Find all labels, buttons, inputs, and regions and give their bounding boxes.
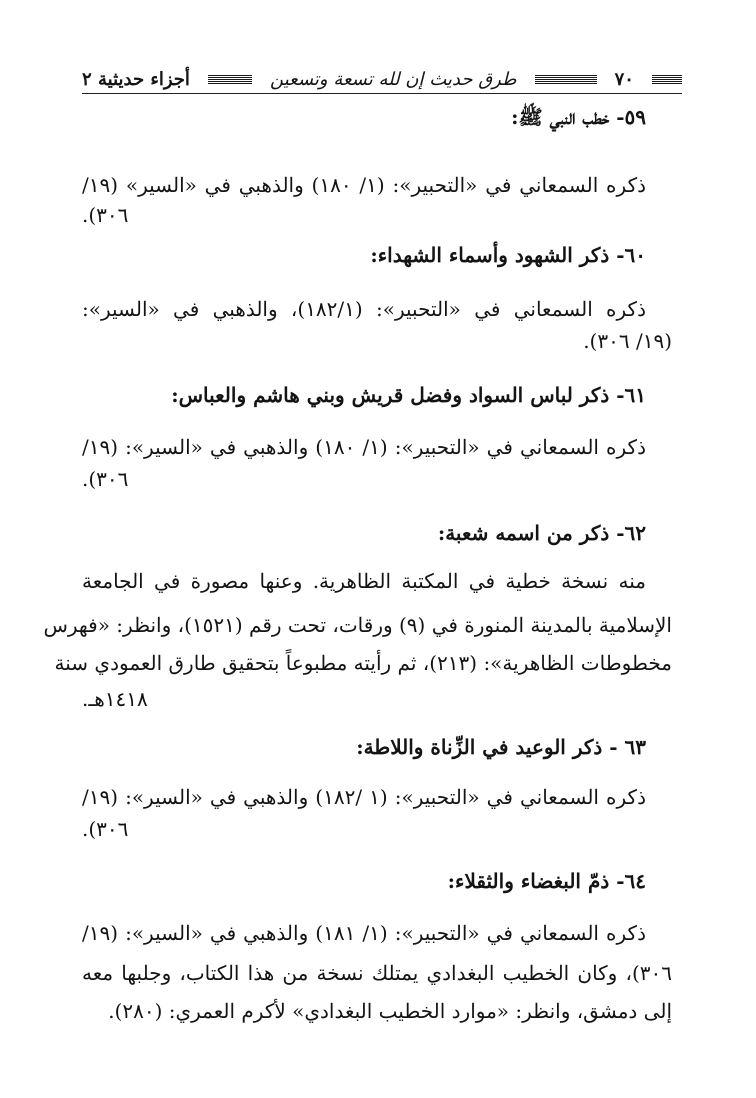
body-line: إلى دمشق، وانظر: «موارد الخطيب البغدادي» لأكرم العمري: (٢٨٠). (108, 999, 672, 1023)
body-line: ٣٠٦)، وكان الخطيب البغدادي يمتلك نسخة من هذا الكتاب، وجلبها معه (82, 961, 672, 985)
body-line: ٣٠٦). (82, 467, 129, 491)
page-number: ٧٠ (614, 68, 634, 90)
section-heading: ٦٢- ذكر من اسمه شعبة: (437, 521, 646, 545)
body-line: ذكره السمعاني في «التحبير»: (١/ ١٨٠) والذهبي في «السير» (١٩/ (82, 173, 646, 197)
running-title: طرق حديث إن لله تسعة وتسعين (270, 68, 517, 90)
body-line: الإسلامية بالمدينة المنورة في (٩) ورقات، تحت رقم (١٥٢١)، وانظر: «فهرس (43, 613, 672, 637)
running-header (82, 64, 682, 94)
body-line: ذكره السمعاني في «التحبير»: (١/ ١٨٠) والذهبي في «السير»: (١٩/ (82, 435, 646, 459)
body-line: منه نسخة خطية في المكتبة الظاهرية. وعنها مصورة في الجامعة (82, 569, 646, 593)
section-heading: ٦٤- ذمّ البغضاء والثقلاء: (447, 869, 646, 893)
book-title: أجزاء حديثية ٢ (82, 68, 190, 90)
section-heading: ٥٩- خطب النبي ﷺ: (511, 105, 646, 129)
header-ornament-bar (208, 75, 252, 84)
section-heading: ٦٣ - ذكر الوعيد في الزِّناة واللاطة: (356, 735, 646, 759)
body-line: ذكره السمعاني في «التحبير»: (١٨٢/١)، والذهبي في «السير»: (82, 297, 646, 321)
header-ornament-bar (652, 75, 682, 84)
section-heading: ٦٠- ذكر الشهود وأسماء الشهداء: (370, 243, 646, 267)
body-line: (١٩/ ٣٠٦). (583, 329, 672, 353)
body-line: ٣٠٦). (82, 203, 129, 227)
body-line: ١٤١٨هـ. (82, 687, 148, 711)
body-line: ذكره السمعاني في «التحبير»: (١ /١٨٢) والذهبي في «السير»: (١٩/ (82, 785, 646, 809)
body-line: ٣٠٦). (82, 817, 129, 841)
body-line: ذكره السمعاني في «التحبير»: (١/ ١٨١) والذهبي في «السير»: (١٩/ (82, 921, 646, 945)
header-ornament-bar (535, 75, 597, 84)
header-rule (82, 93, 682, 94)
section-heading: ٦١- ذكر لباس السواد وفضل قريش وبني هاشم والعباس: (171, 383, 646, 407)
body-line: مخطوطات الظاهرية»: (٢١٣)، ثم رأيته مطبوعاً بتحقيق طارق العمودي سنة (54, 651, 672, 675)
